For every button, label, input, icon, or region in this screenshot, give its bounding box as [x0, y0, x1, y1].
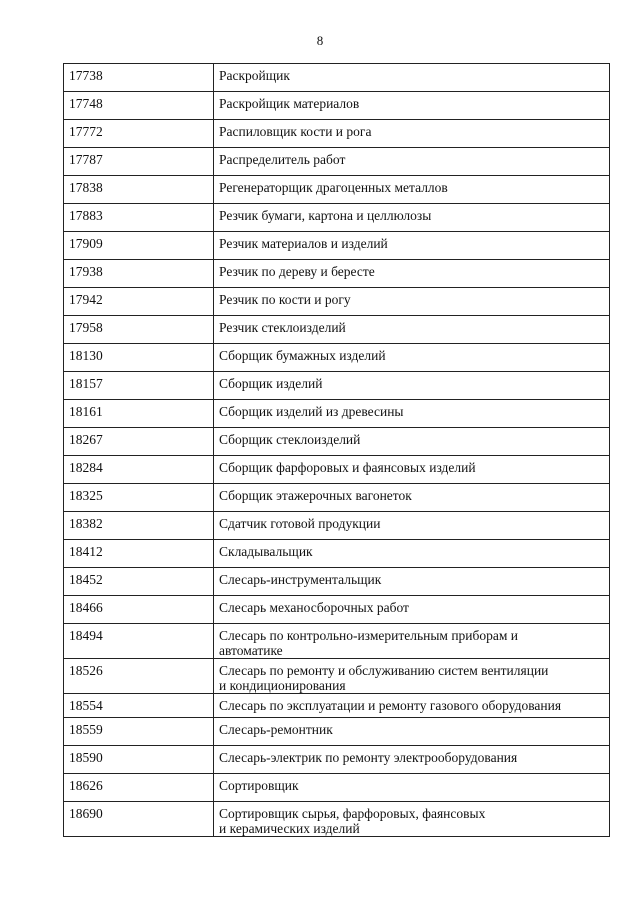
profession-name: Сборщик фарфоровых и фаянсовых изделий	[214, 456, 610, 484]
profession-code: 18590	[64, 746, 214, 774]
profession-code: 18382	[64, 512, 214, 540]
table-row	[64, 568, 610, 596]
profession-name-line: Слесарь по контрольно-измерительным приборам и	[219, 628, 519, 643]
profession-name: Сборщик изделий	[214, 372, 610, 400]
table-row	[64, 288, 610, 316]
profession-name: Резчик материалов и изделий	[214, 232, 610, 260]
table-row	[64, 64, 610, 92]
profession-name	[214, 659, 610, 694]
table-row	[64, 232, 610, 260]
profession-name: Слесарь по эксплуатации и ремонту газового оборудования	[214, 694, 610, 718]
profession-code: 17772	[64, 120, 214, 148]
profession-code: 18161	[64, 400, 214, 428]
profession-code: 17938	[64, 260, 214, 288]
profession-code: 18157	[64, 372, 214, 400]
profession-name-line: Сортировщик сырья, фарфоровых, фаянсовых	[219, 806, 486, 821]
profession-code: 17909	[64, 232, 214, 260]
table-row	[64, 456, 610, 484]
table-row	[64, 746, 610, 774]
table-row	[64, 316, 610, 344]
table-row	[64, 204, 610, 232]
profession-name: Сборщик стеклоизделий	[214, 428, 610, 456]
table-row	[64, 512, 610, 540]
profession-name-line: Слесарь по ремонту и обслуживанию систем вентиляции	[219, 663, 549, 678]
profession-code: 18526	[64, 659, 214, 694]
profession-name: Регенераторщик драгоценных металлов	[214, 176, 610, 204]
table-row	[64, 428, 610, 456]
profession-name: Сборщик этажерочных вагонеток	[214, 484, 610, 512]
profession-code: 18626	[64, 774, 214, 802]
profession-code: 18554	[64, 694, 214, 718]
table-row	[64, 718, 610, 746]
table-row	[64, 694, 610, 718]
profession-name: Слесарь-ремонтник	[214, 718, 610, 746]
profession-name-line: и кондиционирования	[219, 678, 346, 693]
profession-code: 17748	[64, 92, 214, 120]
profession-name: Резчик по дереву и бересте	[214, 260, 610, 288]
profession-code: 17838	[64, 176, 214, 204]
profession-code: 18494	[64, 624, 214, 659]
profession-name-line: автоматике	[219, 643, 283, 658]
profession-name: Сдатчик готовой продукции	[214, 512, 610, 540]
profession-name: Раскройщик	[214, 64, 610, 92]
profession-code: 18325	[64, 484, 214, 512]
table-row	[64, 484, 610, 512]
table-row	[64, 774, 610, 802]
profession-code: 18466	[64, 596, 214, 624]
table-row	[64, 400, 610, 428]
profession-table	[63, 63, 610, 837]
profession-code: 17787	[64, 148, 214, 176]
table-row	[64, 92, 610, 120]
profession-name: Слесарь механосборочных работ	[214, 596, 610, 624]
profession-code: 17942	[64, 288, 214, 316]
profession-code: 18267	[64, 428, 214, 456]
table-row	[64, 624, 610, 659]
table-row	[64, 372, 610, 400]
table-row	[64, 344, 610, 372]
table-row	[64, 540, 610, 568]
profession-name: Резчик по кости и рогу	[214, 288, 610, 316]
table-row	[64, 802, 610, 837]
profession-code: 17883	[64, 204, 214, 232]
profession-code: 17738	[64, 64, 214, 92]
profession-name: Резчик стеклоизделий	[214, 316, 610, 344]
profession-name: Складывальщик	[214, 540, 610, 568]
profession-name: Резчик бумаги, картона и целлюлозы	[214, 204, 610, 232]
profession-code: 17958	[64, 316, 214, 344]
profession-name: Сборщик изделий из древесины	[214, 400, 610, 428]
profession-name: Распиловщик кости и рога	[214, 120, 610, 148]
profession-code: 18559	[64, 718, 214, 746]
profession-code: 18452	[64, 568, 214, 596]
profession-name-line: и керамических изделий	[219, 821, 360, 836]
table-row	[64, 176, 610, 204]
profession-name: Слесарь-электрик по ремонту электрооборудования	[214, 746, 610, 774]
profession-name	[214, 802, 610, 837]
table-row	[64, 120, 610, 148]
table-row	[64, 659, 610, 694]
profession-code: 18412	[64, 540, 214, 568]
profession-name: Сортировщик	[214, 774, 610, 802]
profession-name	[214, 624, 610, 659]
profession-code: 18284	[64, 456, 214, 484]
page-number: 8	[316, 33, 324, 48]
profession-code: 18130	[64, 344, 214, 372]
table-row	[64, 148, 610, 176]
table-row	[64, 596, 610, 624]
profession-name: Распределитель работ	[214, 148, 610, 176]
profession-name: Раскройщик материалов	[214, 92, 610, 120]
profession-code: 18690	[64, 802, 214, 837]
table-row	[64, 260, 610, 288]
profession-name: Слесарь-инструментальщик	[214, 568, 610, 596]
profession-name: Сборщик бумажных изделий	[214, 344, 610, 372]
